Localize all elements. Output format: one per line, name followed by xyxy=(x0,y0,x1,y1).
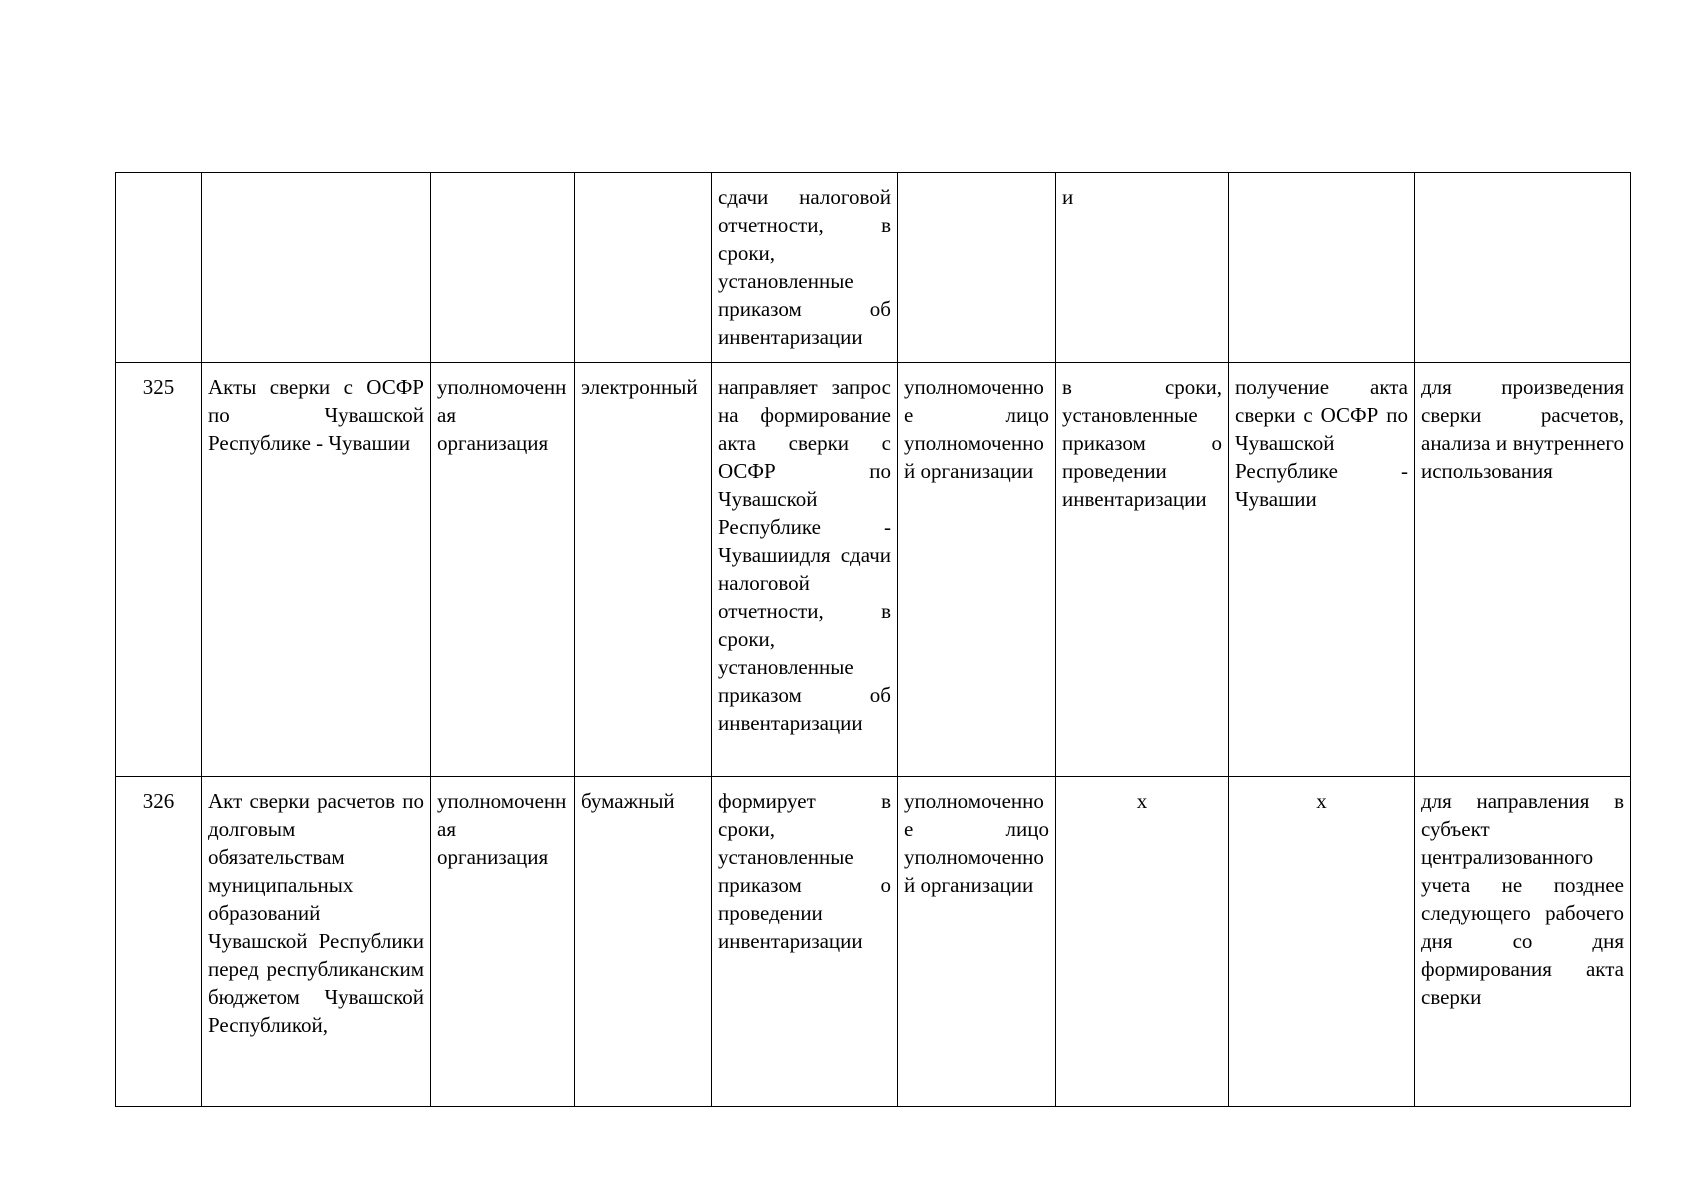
row-number: 326 xyxy=(116,777,202,1107)
action-cell: направляет запрос на формирование акта сверки с ОСФР по Чувашской Республике - Чувашиидля сдачи налоговой отчетности, в сроки, установленные приказом об инвентаризации xyxy=(712,363,898,777)
creator-cell: уполномоченная организация xyxy=(431,777,575,1107)
table-row xyxy=(116,173,1631,363)
form-cell: электронный xyxy=(575,363,712,777)
form-cell: бумажный xyxy=(575,777,712,1107)
row-number xyxy=(116,173,202,363)
deadline-cell: и xyxy=(1056,173,1229,363)
form-cell xyxy=(575,173,712,363)
result-cell: получение акта сверки с ОСФР по Чувашской Республике - Чувашии xyxy=(1229,363,1415,777)
responsible-cell: уполномоченное лицо уполномоченной организации xyxy=(898,363,1056,777)
document-name-cell: Акт сверки расчетов по долговым обязательствам муниципальных образований Чувашской Республики перед республиканским бюджетом Чувашской Республикой, xyxy=(202,777,431,1107)
action-cell: сдачи налоговой отчетности, в сроки, установленные приказом об инвентаризации xyxy=(712,173,898,363)
responsible-cell xyxy=(898,173,1056,363)
register-table xyxy=(115,172,1631,1107)
row-number: 325 xyxy=(116,363,202,777)
action-cell: формирует в сроки, установленные приказом о проведении инвентаризации xyxy=(712,777,898,1107)
creator-cell xyxy=(431,173,575,363)
purpose-cell xyxy=(1415,173,1631,363)
table-row xyxy=(116,363,1631,777)
purpose-cell: для произведения сверки расчетов, анализа и внутреннего использования xyxy=(1415,363,1631,777)
result-cell: х xyxy=(1229,777,1415,1107)
result-cell xyxy=(1229,173,1415,363)
responsible-cell: уполномоченное лицо уполномоченной организации xyxy=(898,777,1056,1107)
creator-cell: уполномоченная организация xyxy=(431,363,575,777)
document-name-cell: Акты сверки с ОСФР по Чувашской Республике - Чувашии xyxy=(202,363,431,777)
document-name-cell xyxy=(202,173,431,363)
table-row xyxy=(116,777,1631,1107)
purpose-cell: для направления в субъект централизованного учета не позднее следующего рабочего дня со дня формирования акта сверки xyxy=(1415,777,1631,1107)
deadline-cell: х xyxy=(1056,777,1229,1107)
deadline-cell: в сроки, установленные приказом о проведении инвентаризации xyxy=(1056,363,1229,777)
